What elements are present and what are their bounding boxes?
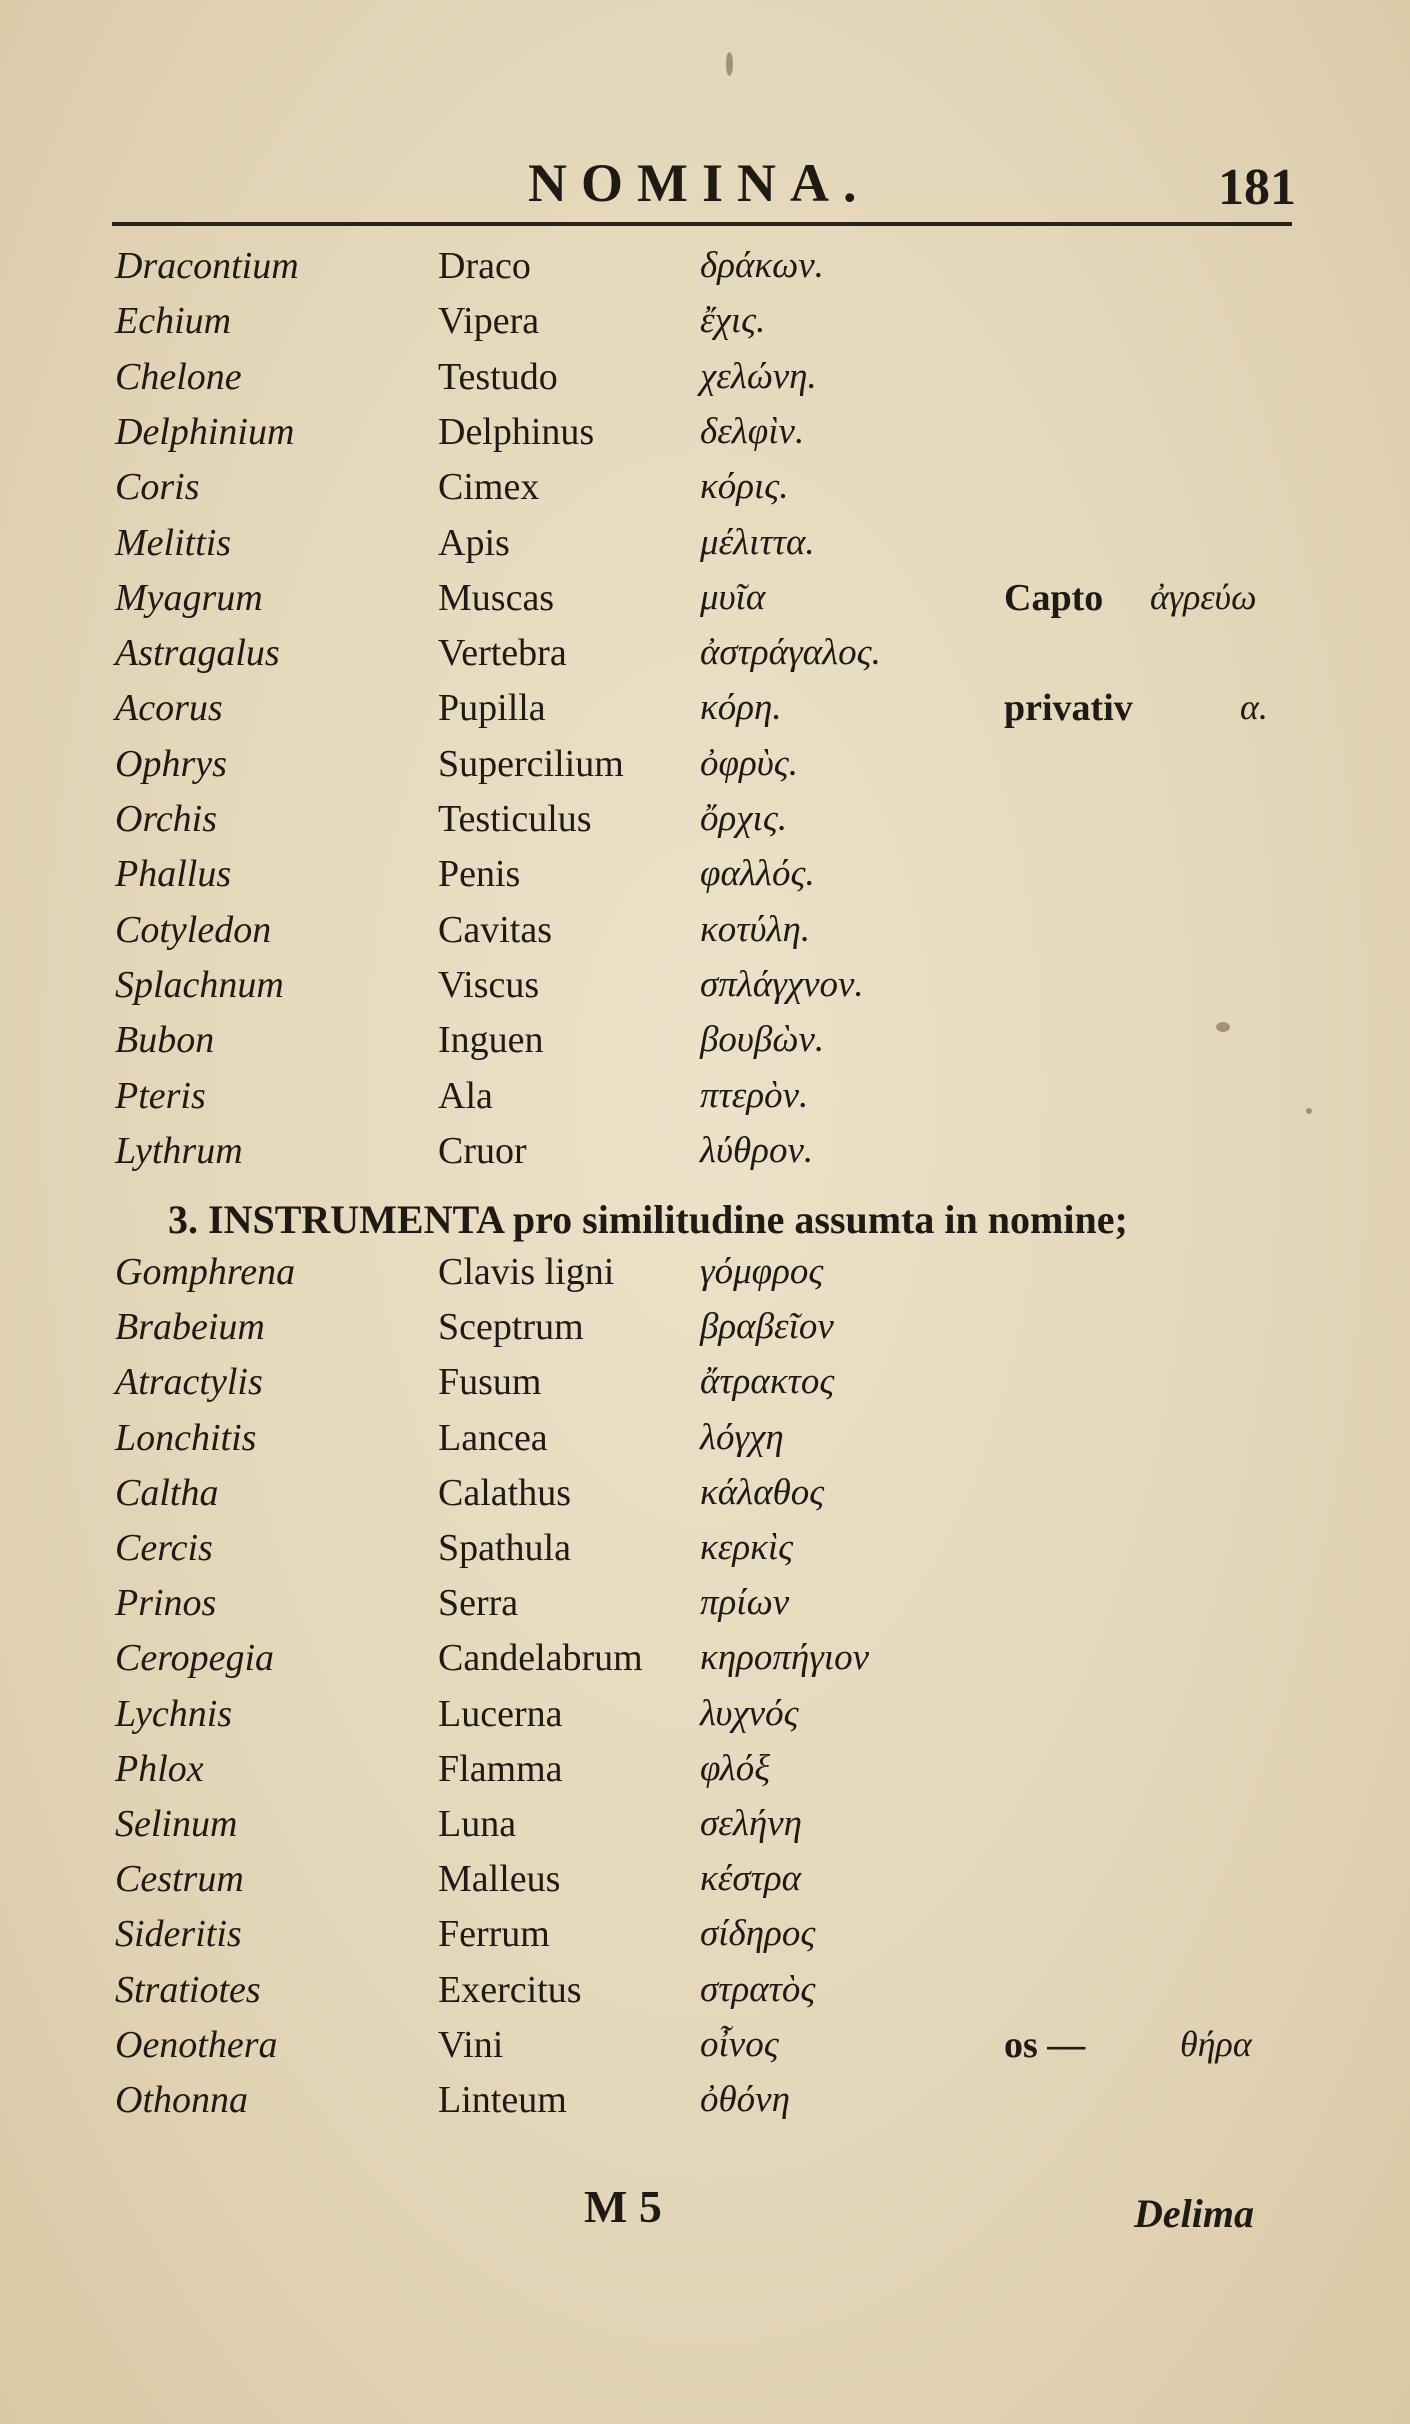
- greek-name: μυῖα: [700, 576, 766, 618]
- table-row: [0, 465, 1410, 517]
- genus-name: Ophrys: [115, 742, 227, 785]
- table-row: [0, 1526, 1410, 1578]
- greek-name: λόγχη: [700, 1416, 784, 1458]
- greek-name: κόρη.: [700, 687, 782, 729]
- latin-name: Malleus: [438, 1858, 561, 1901]
- latin-name: Vini: [438, 2023, 504, 2066]
- table-row: [0, 1968, 1410, 2020]
- greek-name: ἄτρακτος: [700, 1361, 835, 1403]
- latin-name: Candelabrum: [438, 1637, 643, 1680]
- genus-name: Chelone: [115, 355, 242, 398]
- latin-name: Delphinus: [438, 410, 595, 453]
- table-row: [0, 1636, 1410, 1688]
- section-heading: 3. INSTRUMENTA pro similitudine assumta in nomine;: [168, 1197, 1128, 1242]
- greek-name: μέλιττα.: [700, 521, 815, 563]
- latin-name: Fusum: [438, 1361, 542, 1404]
- latin-name: Lucerna: [438, 1692, 563, 1735]
- table-row: [0, 1747, 1410, 1799]
- table-row: [0, 797, 1410, 849]
- genus-name: Melittis: [115, 521, 232, 564]
- genus-name: Selinum: [115, 1803, 238, 1845]
- printer-signature: M 5: [584, 2181, 662, 2232]
- table-row: [0, 1692, 1410, 1744]
- latin-name: Muscas: [438, 576, 555, 619]
- table-row: [0, 1250, 1410, 1302]
- latin-name: Linteum: [438, 2079, 567, 2121]
- table-row: [0, 1018, 1410, 1070]
- greek-name: κερκὶς: [700, 1527, 794, 1568]
- table-row: [0, 299, 1410, 351]
- genus-name: Delphinium: [115, 410, 295, 453]
- greek-name: χελώνη.: [700, 355, 817, 397]
- greek-name: κέστρα: [700, 1858, 802, 1900]
- genus-name: Splachnum: [115, 963, 284, 1006]
- etymology-note: os —: [1004, 2023, 1086, 2066]
- table-row: [0, 686, 1410, 738]
- latin-name: Apis: [438, 521, 510, 564]
- table-row: [0, 410, 1410, 462]
- greek-name: ὀφρὺς.: [700, 742, 798, 784]
- table-row: [0, 1129, 1410, 1181]
- genus-name: Echium: [115, 300, 232, 343]
- latin-name: Vipera: [438, 300, 540, 343]
- table-row: [0, 2078, 1410, 2130]
- latin-name: Exercitus: [438, 1968, 582, 2011]
- genus-name: Brabeium: [115, 1306, 265, 1349]
- genus-name: Acorus: [115, 687, 223, 730]
- genus-name: Lychnis: [115, 1692, 233, 1735]
- etymology-note: privativ: [1004, 687, 1133, 730]
- greek-name: πρίων: [700, 1582, 790, 1624]
- genus-name: Othonna: [115, 2079, 248, 2121]
- greek-name: σελήνη: [700, 1803, 802, 1844]
- latin-name: Luna: [438, 1803, 517, 1845]
- table-row: [0, 908, 1410, 960]
- latin-name: Sceptrum: [438, 1306, 584, 1349]
- page-number: 181: [1218, 159, 1296, 216]
- genus-name: Cotyledon: [115, 908, 272, 951]
- latin-name: Vertebra: [438, 632, 567, 675]
- genus-name: Lonchitis: [115, 1416, 257, 1459]
- greek-name: πτερὸν.: [700, 1074, 809, 1116]
- etymology-note: Capto: [1004, 576, 1104, 619]
- paper-speck: [726, 52, 733, 76]
- latin-name: Cimex: [438, 466, 540, 509]
- latin-name: Cruor: [438, 1129, 527, 1172]
- latin-name: Flamma: [438, 1747, 563, 1790]
- genus-name: Orchis: [115, 798, 218, 840]
- table-row: [0, 1802, 1410, 1854]
- genus-name: Coris: [115, 466, 200, 509]
- greek-name: βραβεῖον: [700, 1306, 834, 1348]
- greek-name: οἶνος: [700, 2023, 779, 2065]
- latin-name: Penis: [438, 853, 521, 896]
- greek-name: κοτύλη.: [700, 908, 811, 950]
- genus-name: Gomphrena: [115, 1251, 296, 1293]
- latin-name: Pupilla: [438, 687, 546, 730]
- genus-name: Pteris: [115, 1074, 206, 1117]
- greek-name: κόρις.: [700, 466, 789, 508]
- latin-name: Draco: [438, 245, 531, 287]
- latin-name: Cavitas: [438, 908, 552, 951]
- latin-name: Viscus: [438, 963, 540, 1006]
- greek-name: φλόξ: [700, 1747, 771, 1789]
- greek-name: σπλάγχνον.: [700, 963, 864, 1005]
- latin-name: Supercilium: [438, 742, 624, 785]
- latin-name: Serra: [438, 1582, 519, 1625]
- latin-name: Ala: [438, 1074, 493, 1117]
- latin-name: Lancea: [438, 1416, 548, 1459]
- latin-name: Ferrum: [438, 1913, 550, 1956]
- table-row: [0, 742, 1410, 794]
- genus-name: Stratiotes: [115, 1968, 261, 2011]
- latin-name: Testudo: [438, 355, 558, 398]
- table-row: [0, 244, 1410, 296]
- genus-name: Ceropegia: [115, 1637, 275, 1680]
- greek-name: ὄρχις.: [700, 798, 788, 839]
- table-row: [0, 1305, 1410, 1357]
- greek-name: ἀστράγαλος.: [700, 632, 881, 674]
- table-row: [0, 355, 1410, 407]
- greek-name: ὀθόνη: [700, 2079, 790, 2120]
- table-row: [0, 2023, 1410, 2075]
- greek-name: ἔχις.: [700, 300, 766, 342]
- latin-name: Testiculus: [438, 798, 592, 840]
- genus-name: Caltha: [115, 1471, 219, 1514]
- latin-name: Calathus: [438, 1471, 571, 1514]
- genus-name: Dracontium: [115, 245, 299, 287]
- greek-name: δράκων.: [700, 245, 824, 286]
- table-row: [0, 1581, 1410, 1633]
- latin-name: Inguen: [438, 1019, 544, 1062]
- etymology-note-greek: ἀγρεύω: [1150, 576, 1257, 617]
- paper-speck: [1216, 1022, 1230, 1032]
- genus-name: Sideritis: [115, 1913, 242, 1956]
- etymology-note-greek: θήρα: [1180, 2023, 1252, 2064]
- genus-name: Cercis: [115, 1527, 213, 1569]
- genus-name: Oenothera: [115, 2023, 278, 2066]
- genus-name: Myagrum: [115, 576, 263, 619]
- latin-name: Clavis ligni: [438, 1251, 615, 1293]
- catchword: Delima: [1134, 2191, 1254, 2236]
- greek-name: γόμφρος: [700, 1251, 824, 1292]
- greek-name: λύθρον.: [700, 1129, 814, 1171]
- greek-name: κάλαθος: [700, 1471, 825, 1513]
- table-row: [0, 576, 1410, 628]
- header-rule: [112, 222, 1292, 226]
- paper-speck: [1306, 1108, 1312, 1114]
- greek-name: δελφὶν.: [700, 410, 805, 452]
- genus-name: Phallus: [115, 853, 232, 896]
- greek-name: λυχνός: [700, 1692, 799, 1734]
- table-row: [0, 521, 1410, 573]
- table-row: [0, 1074, 1410, 1126]
- greek-name: σίδηρος: [700, 1913, 816, 1955]
- genus-name: Bubon: [115, 1019, 215, 1062]
- greek-name: στρατὸς: [700, 1968, 816, 2010]
- greek-name: κηροπήγιον: [700, 1637, 870, 1679]
- table-row: [0, 852, 1410, 904]
- table-row: [0, 1912, 1410, 1964]
- table-row: [0, 1360, 1410, 1412]
- genus-name: Prinos: [115, 1582, 217, 1625]
- genus-name: Lythrum: [115, 1129, 243, 1172]
- table-row: [0, 631, 1410, 683]
- table-row: [0, 1416, 1410, 1468]
- latin-name: Spathula: [438, 1527, 571, 1569]
- etymology-note-greek: α.: [1240, 687, 1268, 728]
- table-row: [0, 1857, 1410, 1909]
- genus-name: Cestrum: [115, 1858, 244, 1901]
- page-header-title: NOMINA.: [528, 153, 871, 213]
- table-row: [0, 1471, 1410, 1523]
- genus-name: Astragalus: [115, 632, 280, 675]
- greek-name: βουβὼν.: [700, 1019, 825, 1061]
- genus-name: Phlox: [115, 1747, 204, 1790]
- genus-name: Atractylis: [115, 1361, 263, 1404]
- table-row: [0, 963, 1410, 1015]
- greek-name: φαλλός.: [700, 853, 815, 895]
